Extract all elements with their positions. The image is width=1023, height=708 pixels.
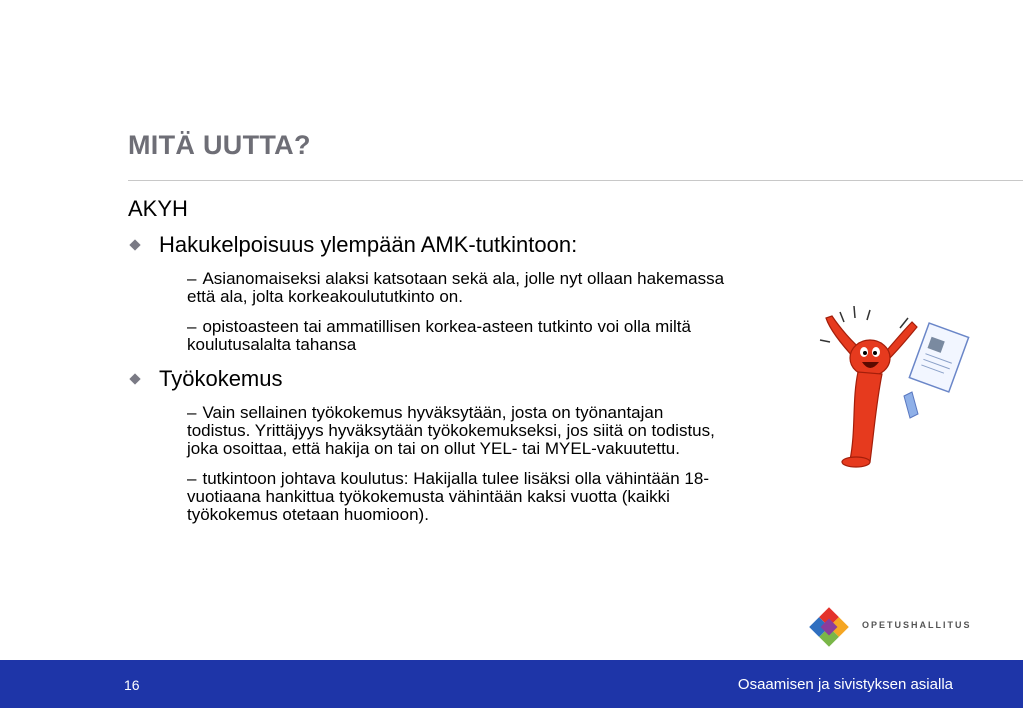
sub-bullet: [187, 470, 727, 524]
diamond-bullet-icon: [129, 239, 140, 250]
sub-bullet-text: Asianomaiseksi alaksi katsotaan sekä ala, jolle nyt ollaan hakemassa että ala, jolta korkeakoulututkinto on.: [187, 269, 725, 306]
sub-bullet-text: opistoasteen tai ammatillisen korkea-asteen tutkinto voi olla miltä koulutusalalta tahansa: [187, 317, 691, 354]
dash-marker: –: [187, 269, 197, 288]
dash-marker: –: [187, 469, 197, 488]
sub-bullet-text: Vain sellainen työkokemus hyväksytään, josta on työnantajan todistus. Yrittäjyys hyväksytään työkokemukseksi, jos siitä on todistus, joka osoittaa, että hakija on tai on ollut YEL- tai MYEL-vakuutettu.: [187, 403, 715, 458]
page-number: 16: [124, 677, 140, 693]
diamond-bullet-icon: [129, 373, 140, 384]
sub-bullet: [187, 318, 727, 354]
footer-tagline: Osaamisen ja sivistyksen asialla: [737, 676, 953, 693]
slide-content: [128, 196, 728, 536]
sub-bullet: [187, 270, 727, 306]
dash-marker: –: [187, 403, 197, 422]
footer-bar: [0, 660, 1023, 708]
slide-title: MITÄ UUTTA?: [128, 130, 311, 160]
logo-text: OPETUSHALLITUS: [862, 620, 972, 630]
bullet-text: Työkokemus: [159, 366, 283, 391]
sub-bullet: [187, 404, 727, 458]
bullet-item: [128, 366, 728, 392]
sub-bullet-text: tutkintoon johtava koulutus: Hakijalla tulee lisäksi olla vähintään 18-vuotiaana hankittua työkokemusta vähintään kaksi vuotta (kaikki työkokemus otetaan huomioon).: [187, 469, 709, 524]
section-heading: AKYH: [128, 196, 188, 221]
cheering-figure-icon: [812, 300, 982, 470]
bullet-text: Hakukelpoisuus ylempään AMK-tutkintoon:: [159, 232, 578, 257]
title-divider: [128, 180, 1023, 181]
bullet-item: [128, 232, 728, 258]
dash-marker: –: [187, 317, 197, 336]
